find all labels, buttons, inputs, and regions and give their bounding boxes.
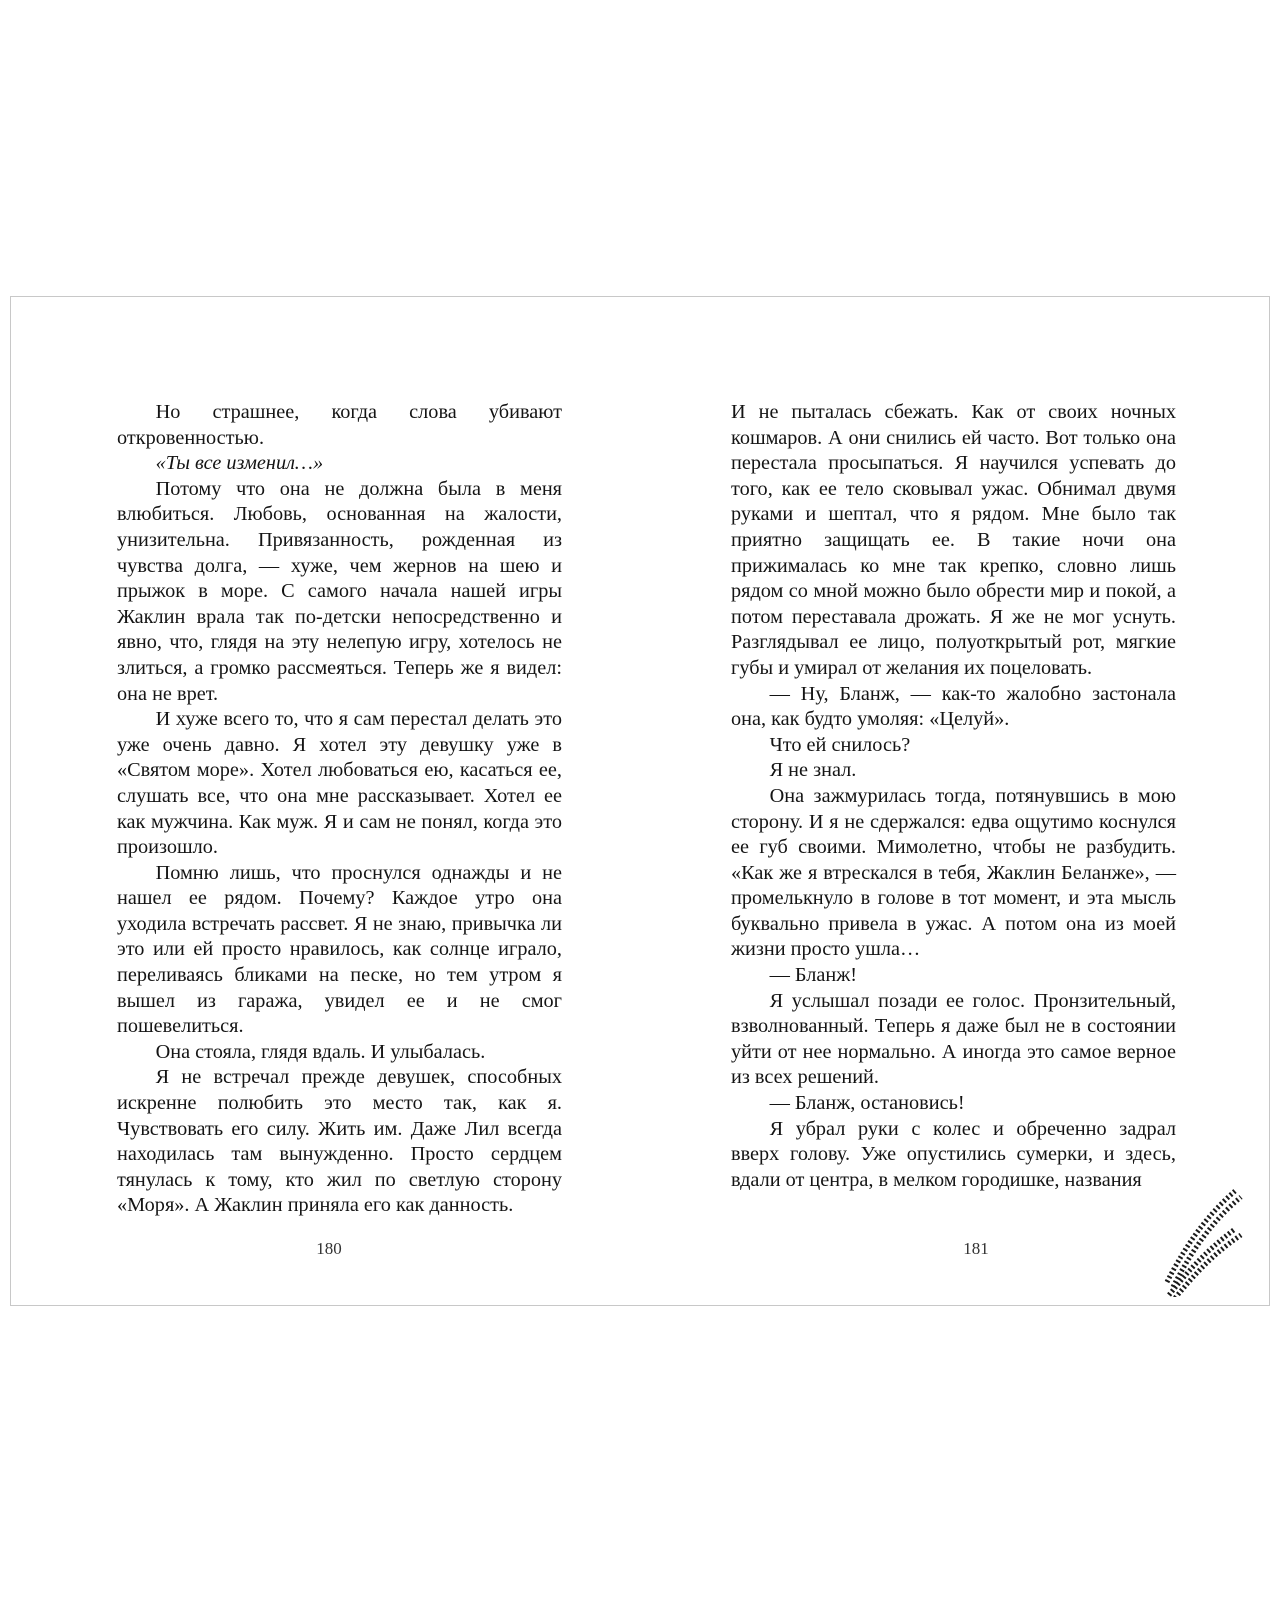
paragraph: — Бланж, остановись! <box>769 1092 965 1115</box>
paragraph: Помню лишь, что проснулся однажды и не нашел ее рядом. Почему? Каждое утро она уходила встречать рассвет. Я не знаю, привычка ли это или ей просто нравилось, как солнце играло, переливаясь бликами на песке, но тем утром я вышел из гаража, увидел ее и не смог пошевелиться. <box>117 861 562 1038</box>
paragraph: — Бланж! <box>769 964 858 987</box>
paragraph-italic-quote: «Ты все изменил…» <box>155 452 324 475</box>
page-number-right: 181 <box>963 1239 989 1258</box>
paragraph: Она стояла, глядя вдаль. И улыбалась. <box>155 1040 486 1063</box>
paragraph: Потому что она не должна была в меня влюбиться. Любовь, основанная на жалости, унизительна. Привязанность, рожденная из чувства долга, — хуже, чем жернов на шею и прыжок в море. С самого начала нашей игры Жаклин врала так по-детски непосредственно и явно, что, глядя на эту нелепую игру, хотелось не злиться, а громко рассмеяться. Теперь же я видел: она не врет. <box>117 477 562 705</box>
paragraph: Я не знал. <box>769 759 857 782</box>
paragraph: Я убрал руки с колес и обреченно задрал вверх голову. Уже опустились сумерки, и здесь, вдали от центра, в мелком городишке, названия <box>731 1117 1176 1191</box>
paragraph: Я не встречал прежде девушек, способных искренне полюбить это место так, как я. Чувствовать его силу. Жить им. Даже Лил всегда находилась там вынужденно. Просто сердцем тянулась к тому, кто жил по светлую сторону «Моря». А Жаклин приняла его как данность. <box>117 1066 562 1217</box>
paragraph: И хуже всего то, что я сам перестал делать это уже очень давно. Я хотел эту девушку уже в «Святом море». Хотел любоваться ею, касаться ее, слушать все, что она мне рассказывает. Хотел ее как мужчина. Как муж. Я и сам не понял, когда это произошло. <box>117 708 562 859</box>
paragraph: Она зажмурилась тогда, потянувшись в мою сторону. И я не сдержался: едва ощутимо коснулся ее губ своими. Мимолетно, чтобы не разбудить. «Как же я втрескался в тебя, Жаклин Беланже», — промелькнуло в голове в тот момент, и эта мысль буквально привела в ужас. А потом она из моей жизни просто ушла… <box>731 784 1176 961</box>
book-spread <box>10 296 1270 1306</box>
left-page-text <box>117 400 562 1219</box>
paragraph-continued: И не пыталась сбежать. Как от своих ночных кошмаров. А они снились ей часто. Вот только она перестала просыпаться. Я научился успевать до того, как ее тело сковывал ужас. Обнимал двумя руками и шептал, что я рядом. Мне было так приятно защищать ее. В такие ночи она прижималась ко мне так крепко, словно лишь рядом со мной можно было обрести мир и покой, а потом переставала дрожать. Я же не мог уснуть. Разглядывал ее лицо, полуоткрытый рот, мягкие губы и умирал от желания их поцеловать. <box>731 401 1176 679</box>
paragraph: — Ну, Бланж, — как-то жалобно застонала она, как будто умоляя: «Целуй». <box>731 682 1176 731</box>
paragraph: Но страшнее, когда слова убивают откровенностью. <box>117 401 562 449</box>
page-number-left: 180 <box>316 1239 342 1258</box>
right-page-text <box>731 400 1176 1193</box>
right-page <box>641 297 1271 1305</box>
paragraph: Что ей снилось? <box>769 733 911 756</box>
paragraph: Я услышал позади ее голос. Пронзительный, взволнованный. Теперь я даже был не в состоянии уйти от нее нормально. А иногда это самое верное из всех решений. <box>731 989 1176 1089</box>
tire-track-ornament-icon <box>1163 1177 1243 1297</box>
left-page <box>11 297 641 1305</box>
